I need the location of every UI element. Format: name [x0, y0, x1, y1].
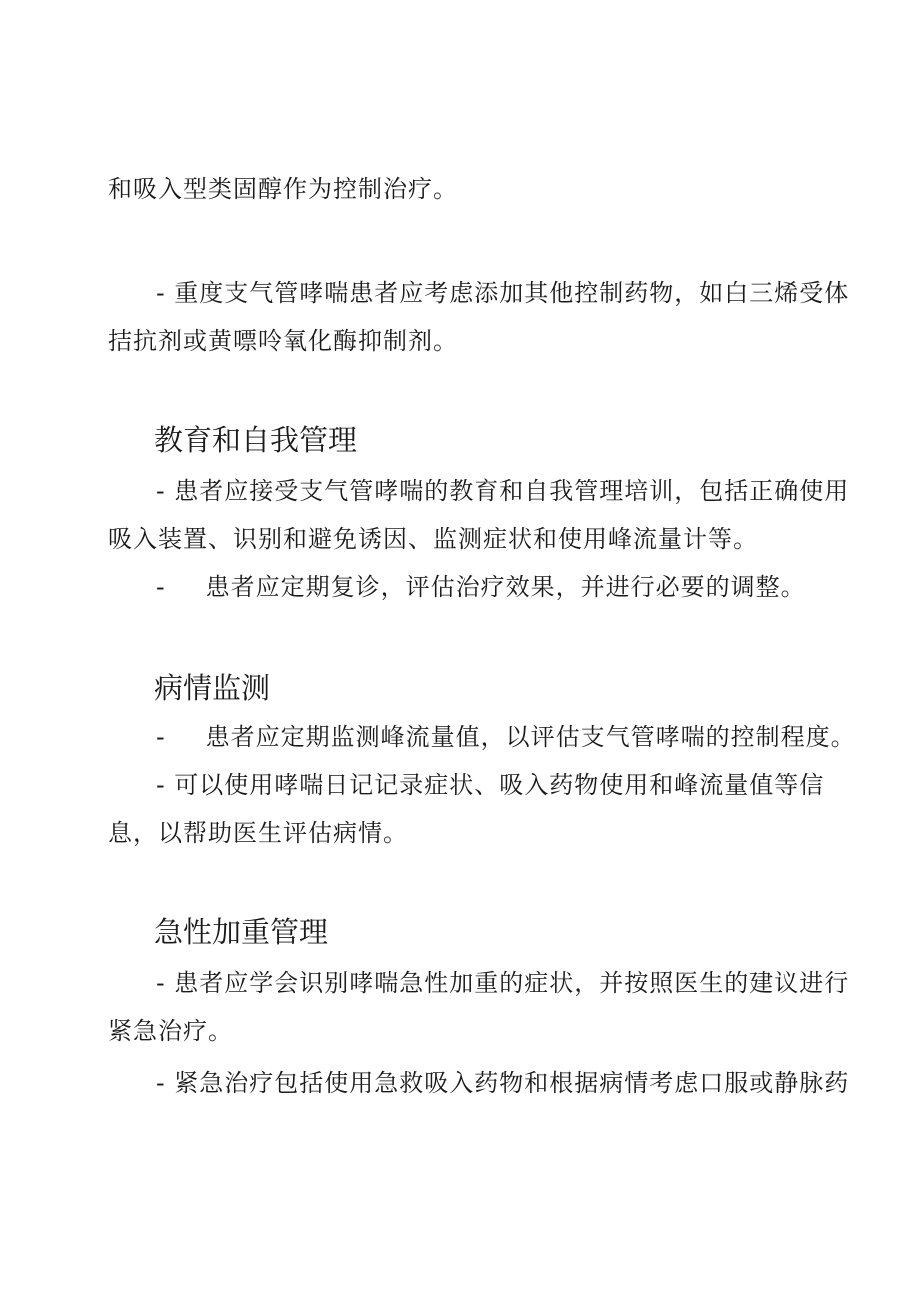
paragraph-line: 和吸入型类固醇作为控制治疗。 — [108, 175, 458, 203]
paragraph-line: 紧急治疗。 — [108, 1017, 233, 1045]
bullet-dash: - — [156, 573, 166, 601]
bullet-text: 患者应定期复诊，评估治疗效果，并进行必要的调整。 — [205, 573, 806, 601]
paragraph-line — [156, 722, 856, 752]
paragraph-line: - 紧急治疗包括使用急救吸入药物和根据病情考虑口服或静脉药 — [156, 1069, 850, 1097]
section-heading-education: 教育和自我管理 — [154, 423, 358, 457]
paragraph-line: 拮抗剂或黄嘌呤氧化酶抑制剂。 — [108, 327, 458, 355]
bullet-dash: - — [156, 723, 166, 751]
paragraph-line: - 患者应学会识别哮喘急性加重的症状，并按照医生的建议进行 — [156, 969, 850, 997]
paragraph-line: - 重度支气管哮喘患者应考虑添加其他控制药物，如白三烯受体 — [156, 279, 850, 307]
section-heading-monitoring: 病情监测 — [154, 671, 271, 705]
section-heading-exacerbation: 急性加重管理 — [154, 915, 329, 949]
paragraph-line: - 患者应接受支气管哮喘的教育和自我管理培训，包括正确使用 — [156, 477, 850, 505]
paragraph-line — [156, 572, 806, 602]
paragraph-line: 息，以帮助医生评估病情。 — [108, 819, 408, 847]
paragraph-line: - 可以使用哮喘日记记录症状、吸入药物使用和峰流量值等信 — [156, 771, 825, 799]
bullet-text: 患者应定期监测峰流量值，以评估支气管哮喘的控制程度。 — [205, 723, 856, 751]
paragraph-line: 吸入装置、识别和避免诱因、监测症状和使用峰流量计等。 — [108, 525, 758, 553]
